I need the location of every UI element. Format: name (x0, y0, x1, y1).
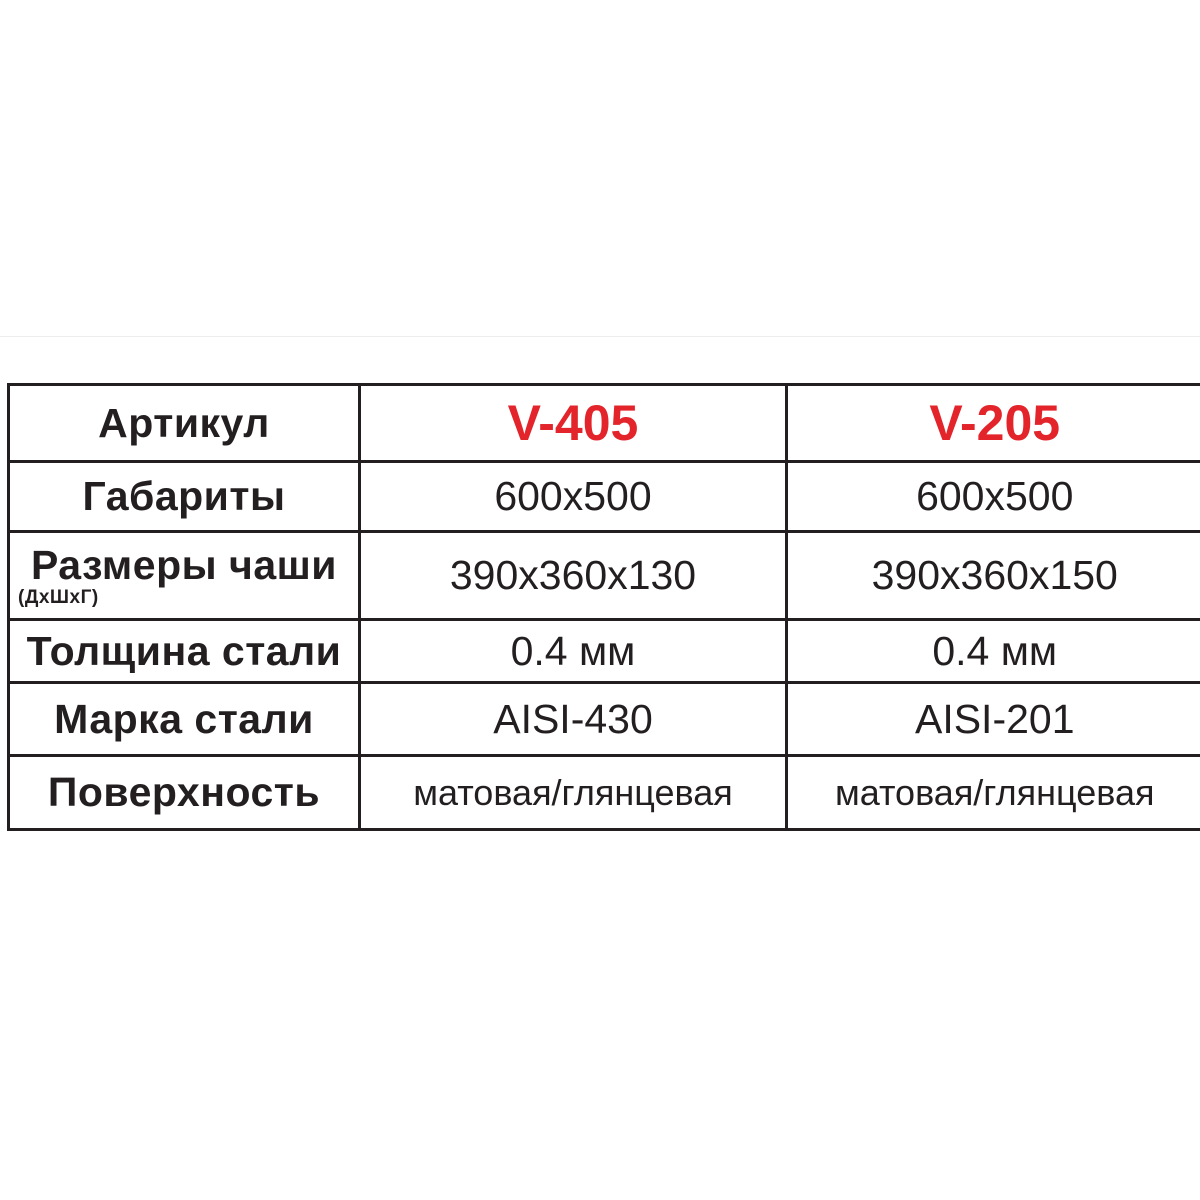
row-label-bowl-size (9, 532, 360, 620)
model-v405: V-405 (360, 385, 787, 462)
value-grade-v205: AISI-201 (787, 683, 1200, 756)
value-dimensions-v405: 600x500 (360, 462, 787, 532)
spec-table (7, 383, 1200, 831)
value-bowl-size-v205: 390x360x150 (787, 532, 1200, 620)
value-thickness-v405: 0.4 мм (360, 620, 787, 683)
value-grade-v405: AISI-430 (360, 683, 787, 756)
row-label-steel-grade: Марка стали (9, 683, 360, 756)
table-row-steel-thickness (9, 620, 1200, 683)
top-divider-line (0, 336, 1200, 337)
bowl-size-sublabel: (ДхШхГ) (18, 586, 99, 608)
row-label-surface: Поверхность (9, 756, 360, 830)
model-v205: V-205 (787, 385, 1200, 462)
header-label: Артикул (9, 385, 360, 462)
table-row-surface (9, 756, 1200, 830)
table-row-steel-grade (9, 683, 1200, 756)
row-label-steel-thickness: Толщина стали (9, 620, 360, 683)
value-bowl-size-v405: 390x360x130 (360, 532, 787, 620)
bowl-size-label: Размеры чаши (30, 541, 338, 588)
value-surface-v405: матовая/глянцевая (360, 756, 787, 830)
value-dimensions-v205: 600x500 (787, 462, 1200, 532)
row-label-dimensions: Габариты (9, 462, 360, 532)
table-row-header (9, 385, 1200, 462)
table-row-bowl-size (9, 532, 1200, 620)
value-thickness-v205: 0.4 мм (787, 620, 1200, 683)
table-row-dimensions (9, 462, 1200, 532)
value-surface-v205: матовая/глянцевая (787, 756, 1200, 830)
